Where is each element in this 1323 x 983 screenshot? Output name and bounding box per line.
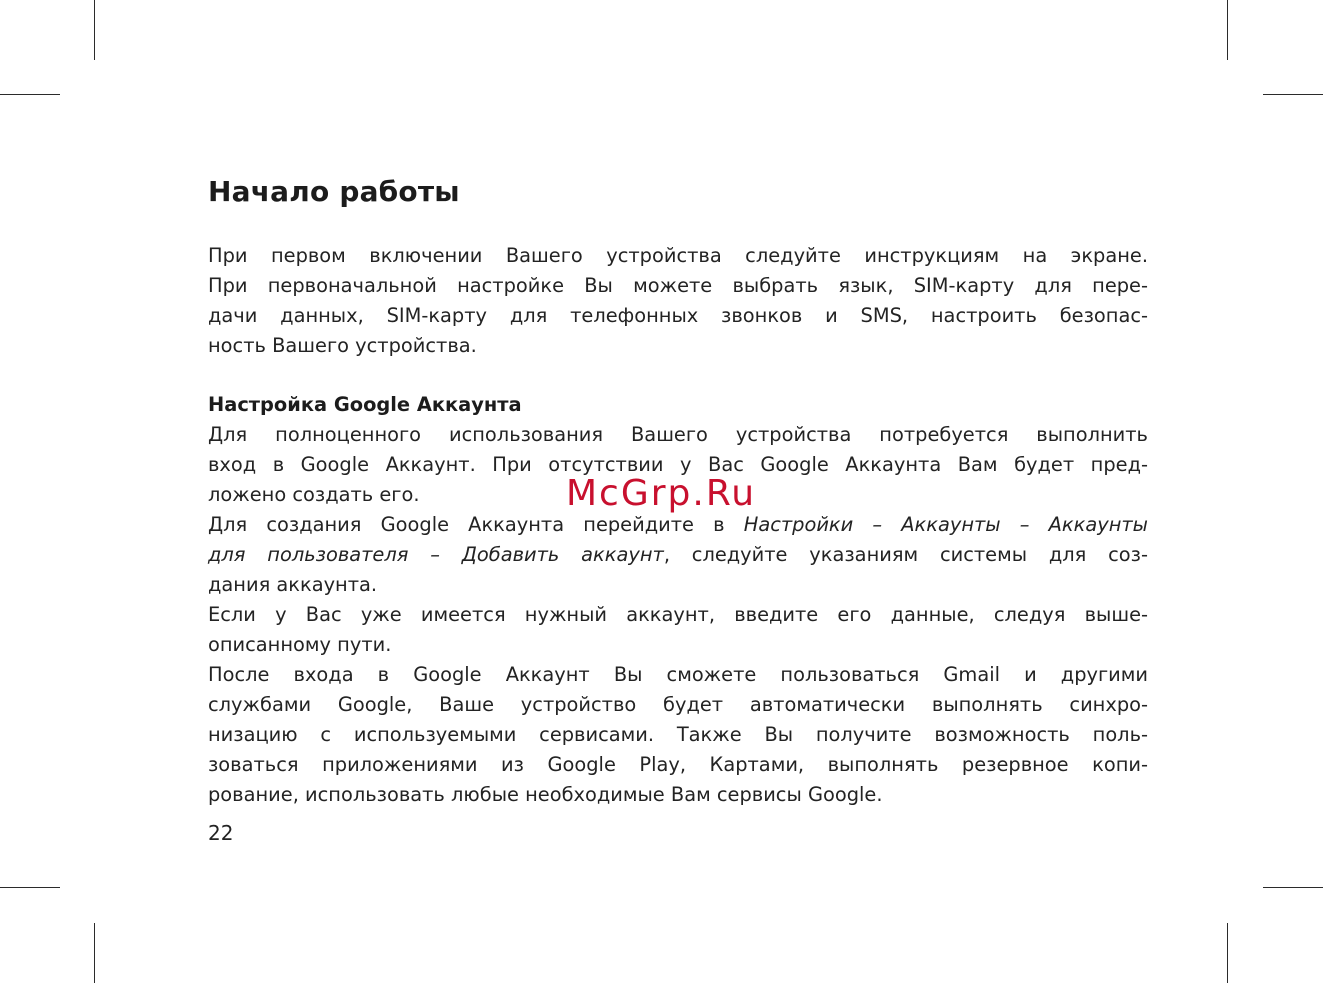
paragraph-line: вход в Google Аккаунт. При отсутствии у Вас Google Аккаунта Вам будет пред- [208,453,1148,476]
paragraph-create-account [208,510,1148,600]
paragraph-line: дания аккаунта. [208,573,378,596]
settings-path: для пользователя – Добавить аккаунт [208,543,664,566]
text-plain: Для создания Google Аккаунта перейдите в [208,513,744,536]
section-title: Настройка Google Аккаунта [208,393,522,416]
paragraph-google-services [208,660,1148,810]
crop-mark-top-right-horizontal [1263,94,1323,95]
intro-line: ность Вашего устройства. [208,334,477,357]
paragraph-line: службами Google, Ваше устройство будет автоматически выполнять синхро- [208,693,1148,716]
settings-path: Настройки – Аккаунты – Аккаунты [743,513,1148,536]
crop-mark-top-right-vertical [1227,0,1228,60]
crop-mark-bottom-left-horizontal [0,887,60,888]
crop-mark-bottom-right-horizontal [1263,887,1323,888]
paragraph-line: рование, использовать любые необходимые Вам сервисы Google. [208,783,883,806]
paragraph-line: ложено создать его. [208,483,420,506]
paragraph-line: Если у Вас уже имеется нужный аккаунт, введите его данные, следуя выше- [208,603,1148,626]
crop-mark-top-left-vertical [94,0,95,60]
paragraph-line: Для полноценного использования Вашего устройства потребуется выполнить [208,423,1148,446]
paragraph-line: низацию с используемыми сервисами. Также Вы получите возможность поль- [208,723,1148,746]
crop-mark-bottom-right-vertical [1227,923,1228,983]
paragraph-line [208,540,1148,570]
page-title: Начало работы [208,175,460,208]
crop-mark-top-left-horizontal [0,94,60,95]
intro-line: дачи данных, SIM-карту для телефонных звонков и SMS, настроить безопас- [208,304,1148,327]
intro-line: При первоначальной настройке Вы можете выбрать язык, SIM-карту для пере- [208,274,1148,297]
paragraph-line: описанному пути. [208,633,392,656]
paragraph-existing-account [208,600,1148,660]
watermark: McGrp.Ru [566,473,757,514]
intro-paragraph [208,241,1148,361]
crop-mark-bottom-left-vertical [94,923,95,983]
paragraph-line: После входа в Google Аккаунт Вы сможете пользоваться Gmail и другими [208,663,1148,686]
page-number: 22 [208,821,234,845]
text-plain: , следуйте указаниям системы для соз- [663,543,1148,566]
paragraph-line: зоваться приложениями из Google Play, Картами, выполнять резервное копи- [208,753,1148,776]
intro-line: При первом включении Вашего устройства следуйте инструкциям на экране. [208,244,1148,267]
